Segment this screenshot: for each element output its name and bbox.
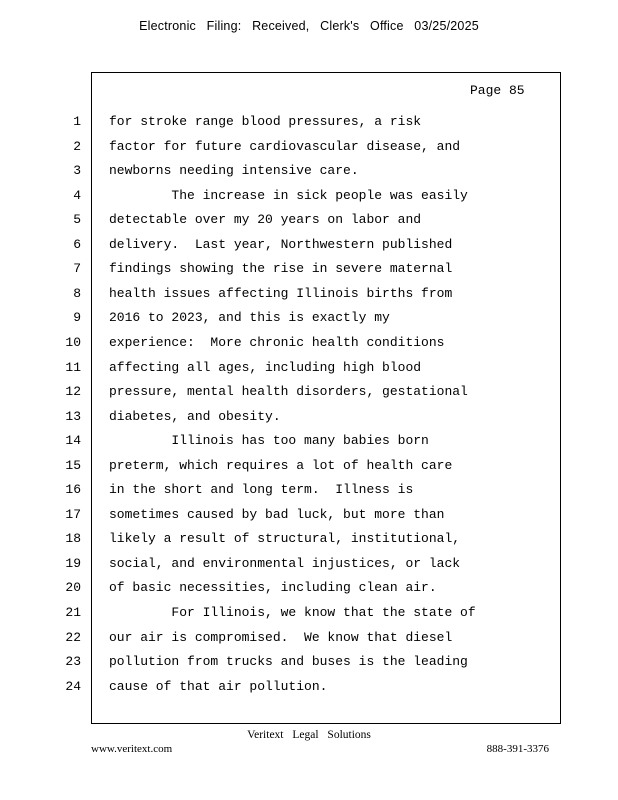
line-text: detectable over my 20 years on labor and [109,212,422,227]
line-number: 6 [73,237,81,252]
line-number: 16 [65,482,81,497]
line-text: experience: More chronic health conditions [109,335,445,350]
line-text: diabetes, and obesity. [109,409,281,424]
line-text: pollution from trucks and buses is the leading [109,654,468,669]
line-text: likely a result of structural, institutional, [109,531,461,546]
line-text: health issues affecting Illinois births from [109,286,453,301]
line-number: 2 [73,139,81,154]
line-text: preterm, which requires a lot of health care [109,458,453,473]
line-number: 20 [65,580,81,595]
line-number: 19 [65,556,81,571]
line-number: 3 [73,163,81,178]
line-number: 9 [73,310,81,325]
line-text: delivery. Last year, Northwestern published [109,237,453,252]
page-number: Page 85 [470,83,525,98]
footer-phone: 888-391-3376 [486,743,549,755]
line-text: in the short and long term. Illness is [109,482,414,497]
filing-header: Electronic Filing: Received, Clerk's Office 03/25/2025 [139,19,479,33]
line-text: pressure, mental health disorders, gestational [109,384,468,399]
footer-company: Veritext Legal Solutions [247,729,371,741]
line-number: 10 [65,335,81,350]
line-number: 24 [65,679,81,694]
line-text: our air is compromised. We know that diesel [109,630,453,645]
line-text: The increase in sick people was easily [109,188,468,203]
line-number: 15 [65,458,81,473]
line-text: cause of that air pollution. [109,679,328,694]
line-text: newborns needing intensive care. [109,163,359,178]
footer-website: www.veritext.com [91,743,173,755]
line-text: sometimes caused by bad luck, but more than [109,507,445,522]
line-number: 18 [65,531,81,546]
line-text: findings showing the rise in severe maternal [109,261,453,276]
line-number: 1 [73,114,81,129]
line-number: 14 [65,433,81,448]
line-text: factor for future cardiovascular disease, and [109,139,461,154]
line-text: For Illinois, we know that the state of [109,605,476,620]
line-number: 5 [73,212,81,227]
line-number: 11 [65,360,81,375]
line-number: 8 [73,286,81,301]
line-text: affecting all ages, including high blood [109,360,422,375]
line-text: of basic necessities, including clean air. [109,580,437,595]
line-text: Illinois has too many babies born [109,433,429,448]
line-number: 7 [73,261,81,276]
line-text: 2016 to 2023, and this is exactly my [109,310,390,325]
line-number: 22 [65,630,81,645]
line-text: social, and environmental injustices, or lack [109,556,461,571]
line-number: 21 [65,605,81,620]
line-number: 4 [73,188,81,203]
line-text: for stroke range blood pressures, a risk [109,114,422,129]
line-number: 17 [65,507,81,522]
line-number: 13 [65,409,81,424]
line-number: 12 [65,384,81,399]
line-number: 23 [65,654,81,669]
